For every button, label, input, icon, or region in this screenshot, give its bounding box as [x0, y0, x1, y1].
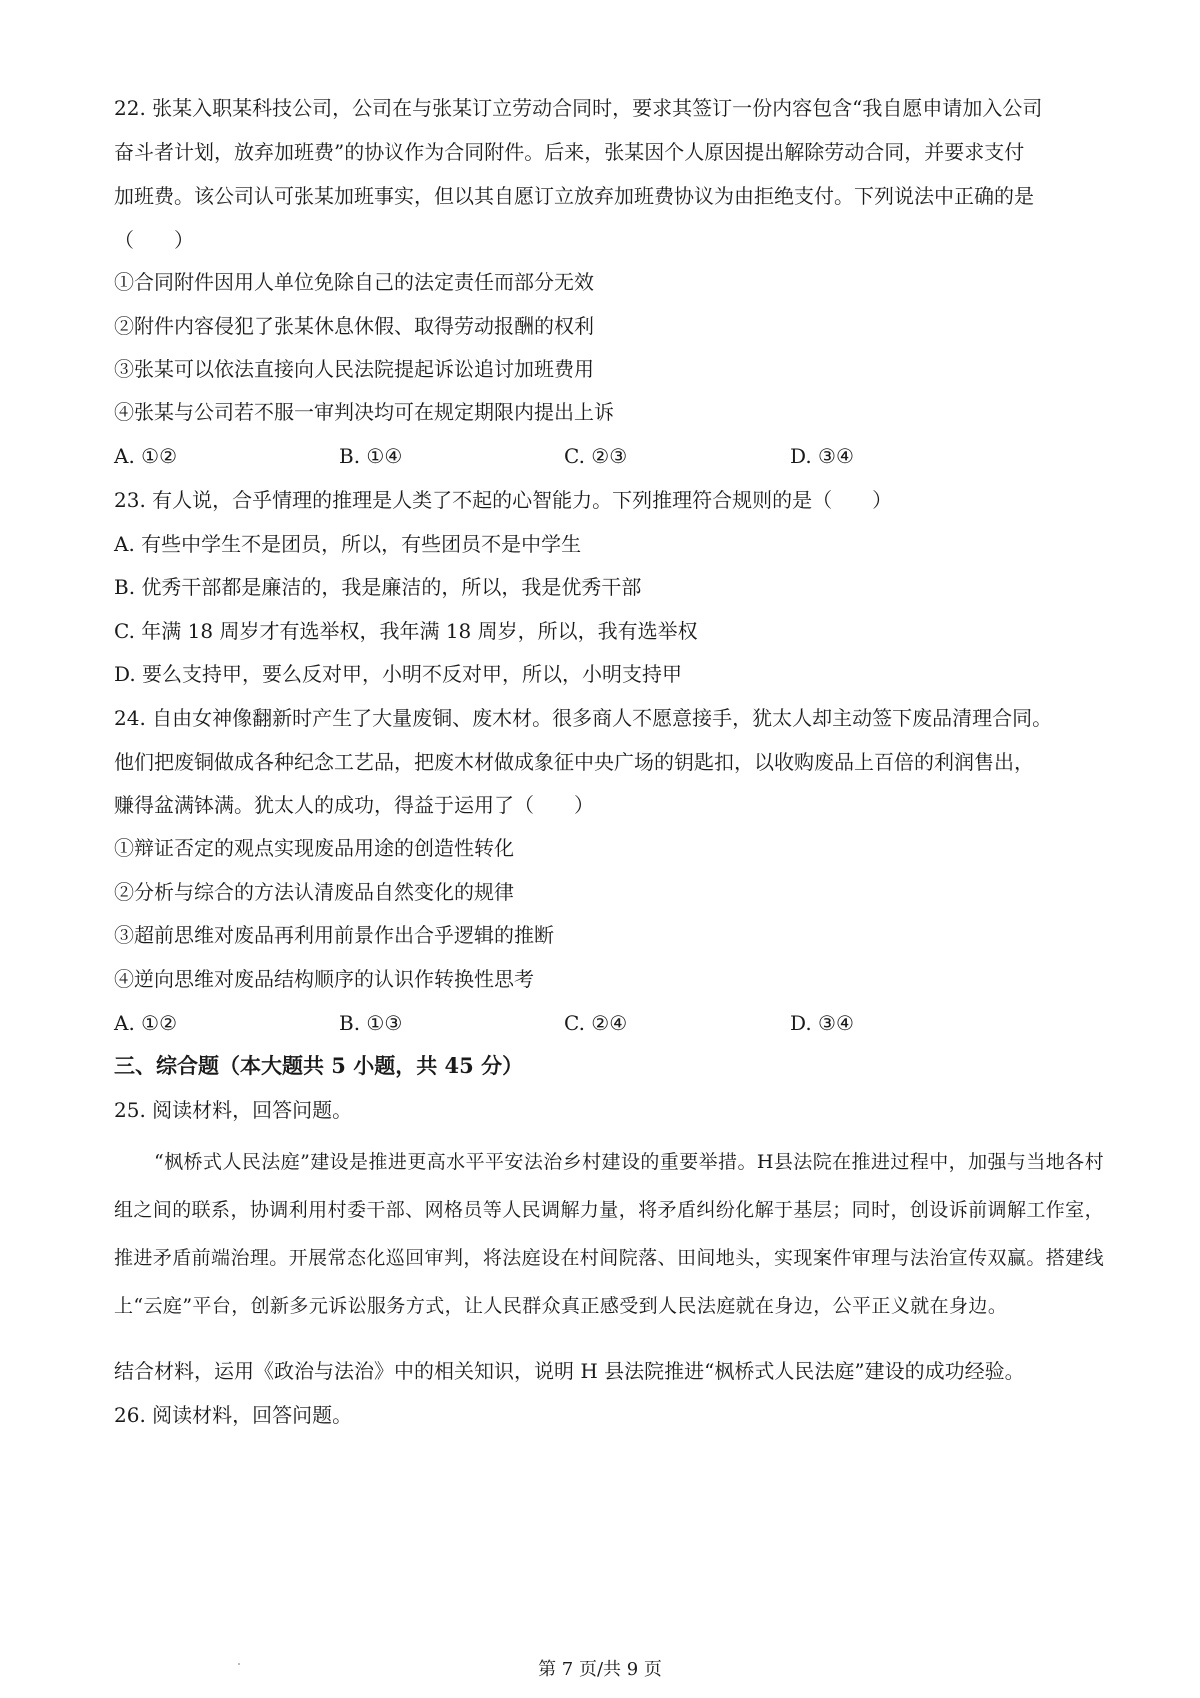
section-heading: 三、综合题（本大题共 5 小题，共 45 分） [114, 1053, 524, 1078]
q24-option-d: D. ③④ [790, 1011, 854, 1035]
q23-option-d: D. 要么支持甲，要么反对甲，小明不反对甲，所以，小明支持甲 [114, 662, 683, 686]
page-number: 第 7 页/共 9 页 [538, 1659, 662, 1680]
q24-item-2: ②分析与综合的方法认清废品自然变化的规律 [114, 880, 514, 904]
q24-stem-line-1: 24. 自由女神像翻新时产生了大量废铜、废木材。很多商人不愿意接手，犹太人却主动签下废品清理合同。 [114, 706, 1053, 730]
q24-item-3: ③超前思维对废品再利用前景作出合乎逻辑的推断 [114, 923, 554, 947]
q22-stem-line-3: 加班费。该公司认可张某加班事实，但以其自愿订立放弃加班费协议为由拒绝支付。下列说法中正确的是 [114, 184, 1034, 208]
q22-item-2: ②附件内容侵犯了张某休息休假、取得劳动报酬的权利 [114, 314, 594, 338]
q22-option-c: C. ②③ [564, 444, 628, 468]
q22-item-4: ④张某与公司若不服一审判决均可在规定期限内提出上诉 [114, 400, 614, 424]
q22-stem-line-1: 22. 张某入职某科技公司，公司在与张某订立劳动合同时，要求其签订一份内容包含“我自愿申请加入公司 [114, 96, 1043, 120]
q22-stem-line-4: （ ） [114, 228, 194, 252]
q24-option-c: C. ②④ [564, 1011, 628, 1035]
q25-material: “枫桥式人民法庭”建设是推进更高水平平安法治乡村建设的重要举措。H县法院在推进过程中，加强与当地各村组之间的联系，协调利用村委干部、网格员等人民调解力量，将矛盾纠纷化解于基层；同时，创设诉前调解工作室，推进矛盾前端治理。开展常态化巡回审判，将法庭设在村间院落、田间地头，实现案件审理与法治宣传双赢。搭建线上“云庭”平台，创新多元诉讼服务方式，让人民群众真正感受到人民法庭就在身边，公平正义就在身边。 [114, 1151, 1104, 1317]
q23-stem: 23. 有人说，合乎情理的推理是人类了不起的心智能力。下列推理符合规则的是（ ） [114, 488, 893, 512]
q25-question: 结合材料，运用《政治与法治》中的相关知识，说明 H 县法院推进“枫桥式人民法庭”建设的成功经验。 [114, 1359, 1025, 1383]
q23-option-b: B. 优秀干部都是廉洁的，我是廉洁的，所以，我是优秀干部 [114, 575, 642, 599]
q24-item-4: ④逆向思维对废品结构顺序的认识作转换性思考 [114, 967, 534, 991]
q26-stem: 26. 阅读材料，回答问题。 [114, 1403, 353, 1427]
q22-option-a: A. ①② [114, 444, 178, 468]
q24-option-b: B. ①③ [339, 1011, 403, 1035]
q23-option-a: A. 有些中学生不是团员，所以，有些团员不是中学生 [114, 532, 582, 556]
q24-stem-line-2: 他们把废铜做成各种纪念工艺品，把废木材做成象征中央广场的钥匙扣，以收购废品上百倍的利润售出， [114, 750, 1034, 774]
q24-item-1: ①辩证否定的观点实现废品用途的创造性转化 [114, 836, 514, 860]
q22-item-3: ③张某可以依法直接向人民法院提起诉讼追讨加班费用 [114, 357, 594, 381]
q22-stem-line-2: 奋斗者计划，放弃加班费”的协议作为合同附件。后来，张某因个人原因提出解除劳动合同，并要求支付 [114, 140, 1025, 164]
q23-option-c: C. 年满 18 周岁才有选举权，我年满 18 周岁，所以，我有选举权 [114, 619, 698, 643]
q22-option-b: B. ①④ [339, 444, 403, 468]
q22-item-1: ①合同附件因用人单位免除自己的法定责任而部分无效 [114, 270, 594, 294]
q25-stem: 25. 阅读材料，回答问题。 [114, 1098, 353, 1122]
q24-option-a: A. ①② [114, 1011, 178, 1035]
q24-stem-line-3: 赚得盆满钵满。犹太人的成功，得益于运用了（ ） [114, 793, 594, 817]
q22-option-d: D. ③④ [790, 444, 854, 468]
